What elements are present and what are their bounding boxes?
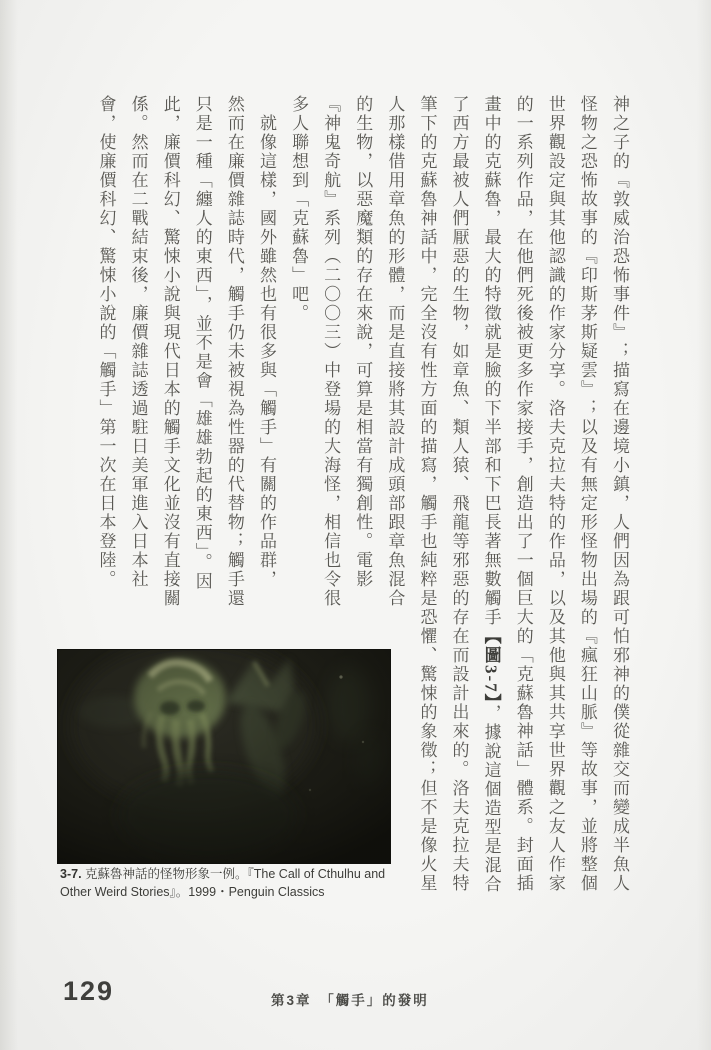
cthulhu-figurine-illustration	[58, 650, 390, 863]
text-column-8: 人那樣借用章魚的形體，而是直接將其設計成頭部跟章魚混合	[385, 95, 405, 608]
text-column-14: 只是一種「纏人的東西」，並不是會「雄雄勃起的東西」。因	[192, 95, 212, 591]
text-column-1: 神之子的『敦威治恐怖事件』；描寫在邊境小鎮，人們因為跟可怕邪神的僕從雜交而變成半魚人	[610, 95, 629, 893]
chapter-footer: 第3章 「觸手」的發明	[271, 993, 429, 1008]
figure-caption-line-1	[60, 866, 396, 884]
text-column-13: 然而在廉價雜誌時代，觸手仍未被視為性器的代替物；觸手還	[224, 95, 244, 608]
text-column-7: 筆下的克蘇魯神話中，完全沒有性方面的描寫，觸手也純粹是恐懼、驚悚的象徵；但不是像火星	[417, 95, 437, 893]
text-column-3: 世界觀設定與其他認識的作家分享。洛夫克拉夫特的作品，以及其他與其共享世界觀之友人作家	[545, 95, 565, 893]
figure-caption	[60, 866, 396, 901]
text-column-10: 『神鬼奇航』系列（二〇〇三）中登場的大海怪，相信也令很	[321, 95, 341, 608]
text-column-12: 就像這樣，國外雖然也有很多與「觸手」有關的作品群，	[256, 95, 276, 589]
cthulhu-figurine-photo	[58, 650, 390, 863]
figure-caption-line-2: Other Weird Stories』。1999・Penguin Classics	[60, 884, 325, 899]
text-column-4: 的一系列作品，在他們死後被更多作家接手，創造出了一個巨大的「克蘇魯神話」體系。封面插	[513, 95, 533, 893]
text-column-6: 了西方最被人們厭惡的生物，如章魚、類人猿、飛龍等邪惡的存在而設計出來的。洛夫克拉夫特	[449, 95, 469, 893]
text-segment: ，據說這個造型是混合	[481, 704, 501, 895]
text-column-16: 係。然而在二戰結束後，廉價雜誌透過駐日美軍進入日本社	[128, 95, 148, 589]
text-column-15: 此，廉價科幻、驚悚小說與現代日本的觸手文化並沒有直接關	[160, 95, 180, 608]
text-column-2: 怪物之恐怖故事的『印斯茅斯疑雲』；以及有無定形怪物出場的『瘋狂山脈』等故事，並將整個	[577, 95, 597, 893]
page-number: 129	[63, 976, 115, 1006]
text-column-9: 的生物，以惡魔類的存在來說，可算是相當有獨創性。電影	[353, 95, 373, 589]
text-column-17: 會，使廉價科幻、驚悚小說的「觸手」第一次在日本登陸。	[96, 95, 116, 589]
figure-caption-label: 3-7.	[60, 867, 82, 881]
figure-caption-text: 克蘇魯神話的怪物形象一例。『The Call of Cthulhu and	[85, 867, 386, 881]
figure-reference: 【圖3-7】	[481, 627, 501, 705]
text-segment: 畫中的克蘇魯，最大的特徵就是臉的下半部和下巴長著無數觸手	[481, 95, 501, 627]
text-column-11: 多人聯想到「克蘇魯」吧。	[289, 95, 309, 323]
text-column-5	[475, 95, 507, 905]
